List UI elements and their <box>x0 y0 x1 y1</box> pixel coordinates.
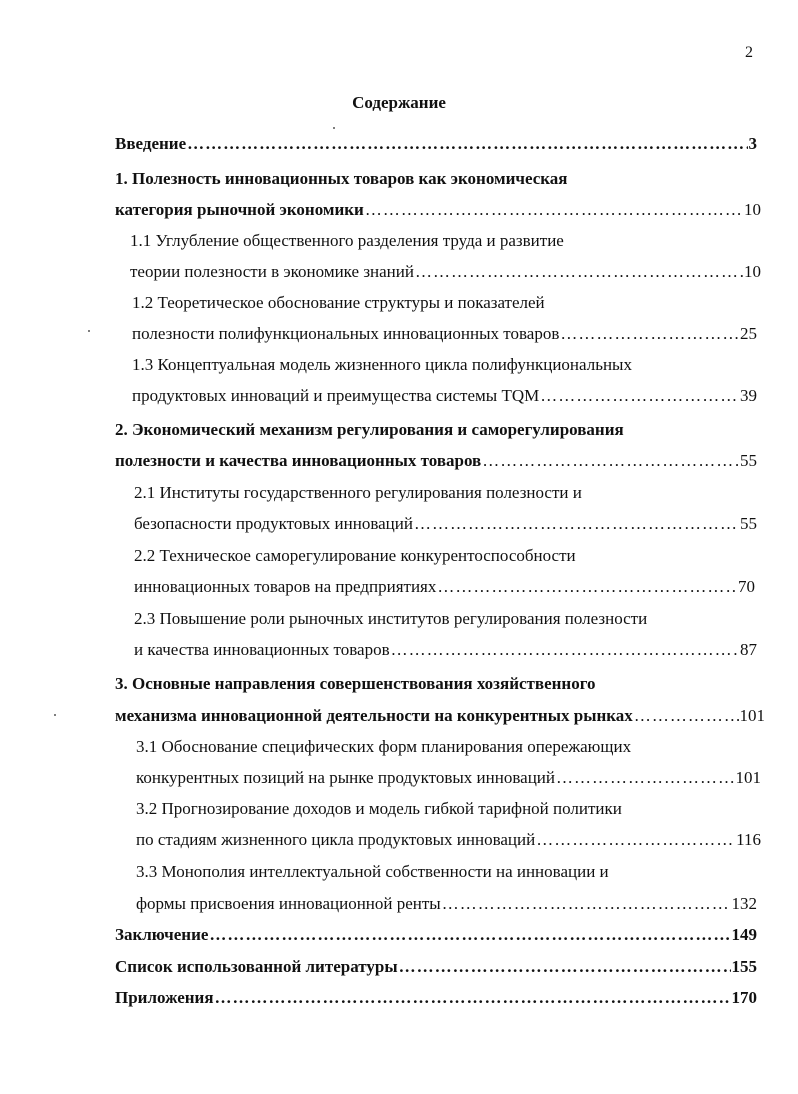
toc-page-number: 116 <box>736 830 761 849</box>
page-number: 2 <box>745 44 753 61</box>
toc-entry-section-2-3[interactable] <box>134 640 757 660</box>
toc-chapter-3-line1: 3. Основные направления совершенствования хозяйственного <box>115 674 596 693</box>
leader-dots <box>415 262 743 282</box>
toc-entry-chapter-3[interactable] <box>115 706 765 726</box>
leader-dots <box>215 988 731 1008</box>
toc-page-number: 39 <box>740 386 757 405</box>
toc-entry-text: инновационных товаров на предприятиях <box>134 577 437 596</box>
toc-title: Содержание <box>352 93 446 112</box>
leader-dots <box>482 451 739 471</box>
leader-dots <box>556 768 735 788</box>
toc-chapter-2-line1: 2. Экономический механизм регулирования и саморегулирования <box>115 420 624 439</box>
toc-entry-text: категория рыночной экономики <box>115 200 364 219</box>
toc-entry-text: конкурентных позиций на рынке продуктовых инноваций <box>136 768 555 787</box>
toc-entry-chapter-2[interactable] <box>115 451 757 471</box>
toc-section-3-1-line1: 3.1 Обоснование специфических форм планирования опережающих <box>136 737 632 756</box>
toc-entry-text: продуктовых инноваций и преимущества системы TQM <box>132 386 540 405</box>
toc-page-number: 70 <box>738 577 755 596</box>
leader-dots <box>399 957 731 977</box>
scan-speck <box>54 714 56 716</box>
toc-page-number: 149 <box>731 925 757 944</box>
toc-entry-section-2-1[interactable] <box>134 514 757 534</box>
toc-entry-conclusion[interactable] <box>115 925 757 945</box>
toc-entry-text: Приложения <box>115 988 214 1007</box>
toc-section-1-3-line1: 1.3 Концептуальная модель жизненного цикла полифункциональных <box>132 355 632 374</box>
toc-section-2-1-line1: 2.1 Институты государственного регулирования полезности и <box>134 483 582 502</box>
scan-speck <box>333 127 335 129</box>
toc-page-number: 3 <box>748 134 757 153</box>
leader-dots <box>391 640 739 660</box>
toc-page-number: 25 <box>740 324 757 343</box>
toc-page-number: 155 <box>731 957 757 976</box>
toc-section-3-3-line1: 3.3 Монополия интеллектуальной собственности на инновации и <box>136 862 609 881</box>
toc-entry-text: безопасности продуктовых инноваций <box>134 514 413 533</box>
toc-entry-text: полезности полифункциональных инновационных товаров <box>132 324 560 343</box>
toc-entry-text: формы присвоения инновационной ренты <box>136 894 441 913</box>
toc-page-number: 55 <box>740 451 757 470</box>
leader-dots <box>560 324 739 344</box>
toc-entry-text: полезности и качества инновационных товаров <box>115 451 482 470</box>
leader-dots <box>540 386 739 406</box>
toc-entry-intro[interactable] <box>115 134 757 154</box>
toc-section-2-3-line1: 2.3 Повышение роли рыночных институтов регулирования полезности <box>134 609 648 628</box>
leader-dots <box>437 577 737 597</box>
toc-page-number: 10 <box>744 262 761 281</box>
toc-page-number: 101 <box>735 768 761 787</box>
toc-entry-section-1-2[interactable] <box>132 324 757 344</box>
toc-entry-text: механизма инновационной деятельности на конкурентных рынках <box>115 706 633 725</box>
toc-entry-text: и качества инновационных товаров <box>134 640 390 659</box>
toc-page-number: 170 <box>731 988 757 1007</box>
leader-dots <box>209 925 730 945</box>
toc-entry-text: теории полезности в экономике знаний <box>130 262 414 281</box>
leader-dots <box>187 134 747 154</box>
toc-entry-section-1-3[interactable] <box>132 386 757 406</box>
leader-dots <box>442 894 731 914</box>
toc-page-number: 87 <box>740 640 757 659</box>
toc-section-2-2-line1: 2.2 Техническое саморегулирование конкурентоспособности <box>134 546 576 565</box>
toc-page-number: 10 <box>744 200 761 219</box>
scan-speck <box>88 330 90 332</box>
leader-dots <box>536 830 735 850</box>
toc-entry-section-2-2[interactable] <box>134 577 755 597</box>
toc-page-number: 132 <box>731 894 757 913</box>
toc-entry-section-3-2[interactable] <box>136 830 761 850</box>
toc-section-3-2-line1: 3.2 Прогнозирование доходов и модель гибкой тарифной политики <box>136 799 622 818</box>
toc-entry-section-3-3[interactable] <box>136 894 757 914</box>
toc-entry-chapter-1[interactable] <box>115 200 761 220</box>
toc-page-number: 55 <box>740 514 757 533</box>
toc-chapter-1-line1: 1. Полезность инновационных товаров как экономическая <box>115 169 568 188</box>
toc-entry-references[interactable] <box>115 957 757 977</box>
toc-entry-text: Список использованной литературы <box>115 957 398 976</box>
toc-entry-section-1-1[interactable] <box>130 262 761 282</box>
toc-section-1-1-line1: 1.1 Углубление общественного разделения труда и развитие <box>130 231 564 250</box>
toc-section-1-2-line1: 1.2 Теоретическое обоснование структуры и показателей <box>132 293 545 312</box>
toc-entry-section-3-1[interactable] <box>136 768 761 788</box>
toc-page-number: 101 <box>739 706 765 725</box>
toc-entry-text: Заключение <box>115 925 209 944</box>
toc-entry-text: по стадиям жизненного цикла продуктовых инноваций <box>136 830 536 849</box>
leader-dots <box>634 706 739 726</box>
leader-dots <box>365 200 743 220</box>
leader-dots <box>414 514 739 534</box>
toc-entry-text: Введение <box>115 134 187 153</box>
toc-entry-appendices[interactable] <box>115 988 757 1008</box>
